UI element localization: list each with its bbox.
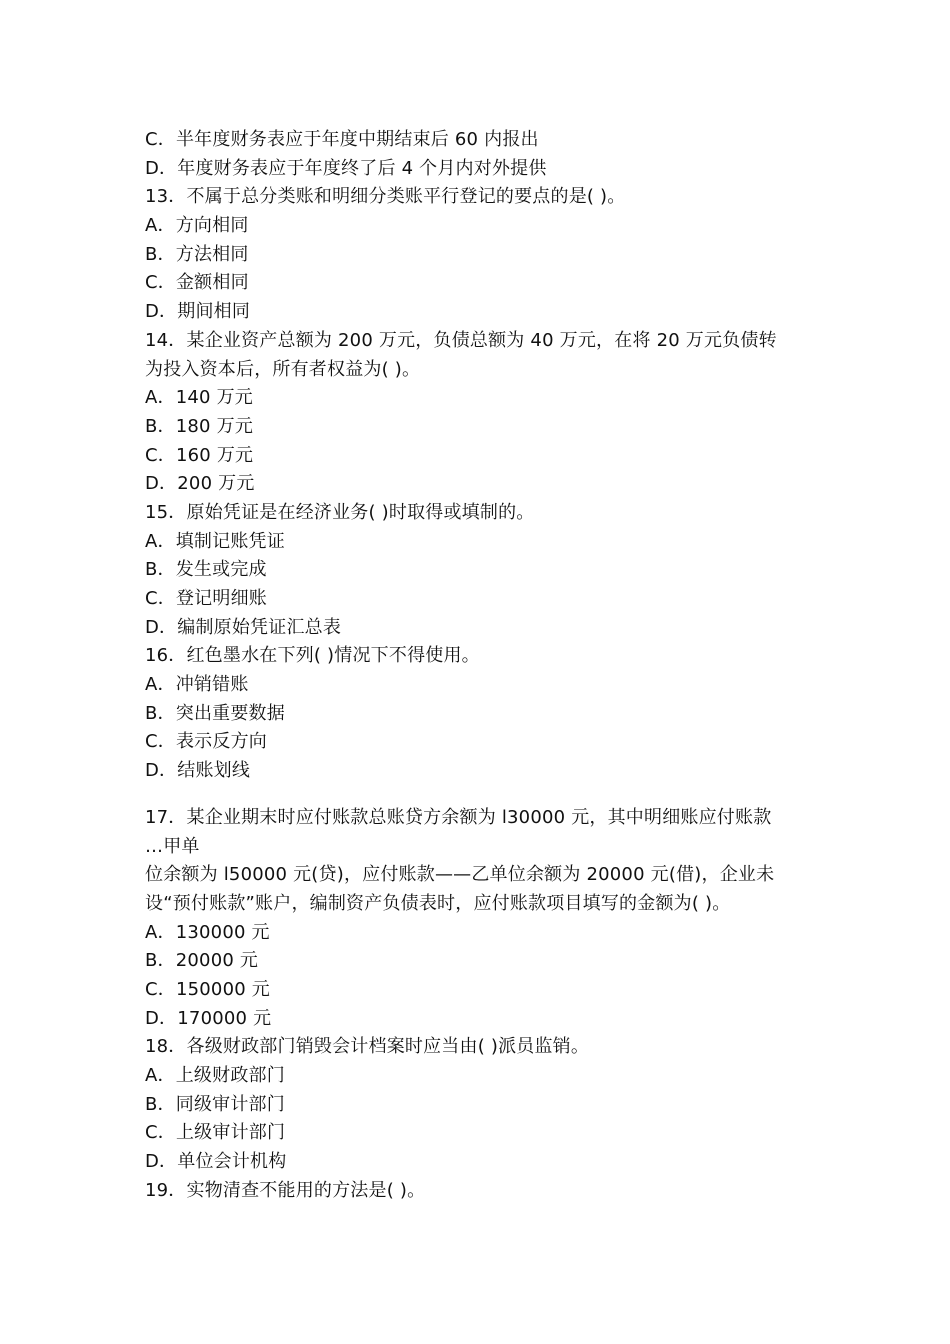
- answer-option: C．150000 元: [145, 978, 271, 1000]
- answer-option: D．年度财务表应于年度终了后 4 个月内对外提供: [145, 157, 547, 179]
- question-text-continued: 设“预付账款”账户，编制资产负债表时，应付账款项目填写的金额为( )。: [145, 892, 731, 914]
- paragraph-gap: [145, 786, 805, 804]
- question-text: 18．各级财政部门销毁会计档案时应当由( )派员监销。: [145, 1036, 590, 1058]
- answer-option: C．表示反方向: [145, 731, 267, 753]
- answer-option: A．130000 元: [145, 921, 270, 943]
- answer-option: B．方法相同: [145, 243, 249, 265]
- answer-option: D．结账划线: [145, 760, 251, 782]
- answer-option: A．方向相同: [145, 215, 249, 237]
- answer-option: B．同级审计部门: [145, 1093, 285, 1115]
- question-text-continued: 为投入资本后，所有者权益为( )。: [145, 358, 421, 380]
- answer-option: D．期间相同: [145, 301, 251, 323]
- answer-option: C．半年度财务表应于年度中期结束后 60 内报出: [145, 129, 539, 150]
- question-text: 16．红色墨水在下列( )情况下不得使用。: [145, 645, 480, 667]
- question-text: 13．不属于总分类账和明细分类账平行登记的要点的是( )。: [145, 186, 626, 208]
- answer-option: D．编制原始凭证汇总表: [145, 616, 342, 638]
- answer-option: C．金额相同: [145, 272, 249, 294]
- question-text: 15．原始凭证是在经济业务( )时取得或填制的。: [145, 501, 535, 523]
- answer-option: B．突出重要数据: [145, 702, 285, 724]
- answer-option: B．20000 元: [145, 950, 259, 972]
- answer-option: D．200 万元: [145, 473, 255, 495]
- question-text-continued: 位余额为 l50000 元(贷)，应付账款——乙单位余额为 20000 元(借)，企业未: [145, 864, 775, 886]
- answer-option: A．140 万元: [145, 387, 253, 409]
- answer-option: B．发生或完成: [145, 559, 267, 581]
- answer-option: A．上级财政部门: [145, 1065, 285, 1086]
- answer-option: C．160 万元: [145, 444, 254, 466]
- answer-option: B．180 万元: [145, 415, 254, 437]
- answer-option: A．冲销错账: [145, 674, 249, 696]
- question-text: 17．某企业期末时应付账款总账贷方余额为 l30000 元，其中明细账应付账款: [145, 806, 772, 828]
- answer-option: C．上级审计部门: [145, 1122, 286, 1144]
- answer-option: D．单位会计机构: [145, 1151, 287, 1173]
- question-text: 19．实物清查不能用的方法是( )。: [145, 1179, 426, 1201]
- answer-option: A．填制记账凭证: [145, 530, 285, 552]
- document-body: [145, 126, 805, 1205]
- question-text: 14．某企业资产总额为 200 万元，负债总额为 40 万元，在将 20 万元负债转: [145, 329, 777, 351]
- question-text-continued: …甲单: [145, 835, 200, 857]
- answer-option: D．170000 元: [145, 1007, 272, 1029]
- answer-option: C．登记明细账: [145, 588, 267, 609]
